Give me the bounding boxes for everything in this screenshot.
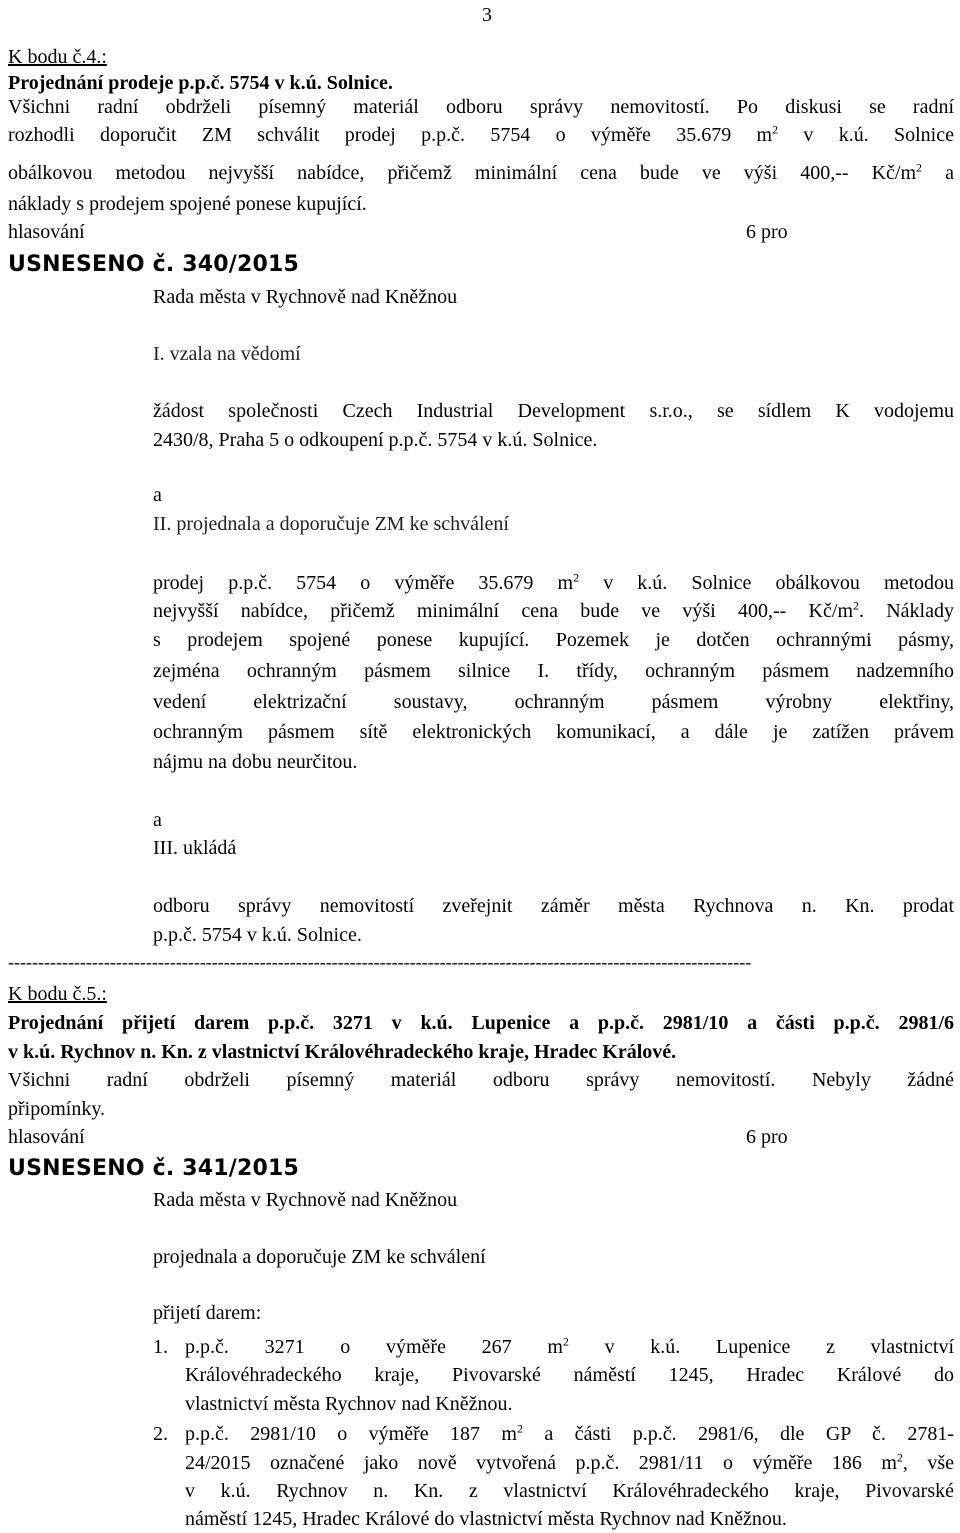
- item5-resolution-number: USNESENO č. 341/2015: [8, 1156, 300, 1181]
- item4-part1-title: I. vzala na vědomí: [153, 343, 301, 365]
- item5-title-line-2: v k.ú. Rychnov n. Kn. z vlastnictví Královéhradeckého kraje, Hradec Králové.: [8, 1041, 677, 1063]
- item4-vote-result: 6 pro: [746, 221, 788, 243]
- item4-council: Rada města v Rychnově nad Kněžnou: [153, 286, 458, 308]
- item4-part2-line-2: nejvyšší nabídce, přičemž minimální cena bude ve výši 400,-- $Kč/m^2$. Náklady: [153, 598, 954, 622]
- item5-list-1-number: 1.: [153, 1336, 168, 1358]
- item5-list-2-number: 2.: [153, 1423, 168, 1445]
- item4-part1-line-1: žádost společnosti Czech Industrial Development s.r.o., se sídlem K vodojemu: [153, 400, 954, 422]
- item4-part2-line-1: prodej p.p.č. 5754 o výměře 35.679 $m^2$ v k.ú. Solnice obálkovou metodou: [153, 570, 954, 594]
- item4-part2-line-7: nájmu na dobu neurčitou.: [153, 751, 358, 773]
- item4-intro-line-1: Všichni radní obdrželi písemný materiál odboru správy nemovitostí. Po diskusi se radní: [8, 96, 954, 118]
- item5-list-1-line-1: p.p.č. 3271 o výměře 267 $m^2$ v k.ú. Lupenice z vlastnictví: [185, 1334, 955, 1358]
- item4-intro-line-3: obálkovou metodou nejvyšší nabídce, přičemž minimální cena bude ve výši 400,-- $Kč/m^2$ a: [8, 160, 954, 184]
- item4-vote-label: hlasování: [8, 221, 85, 243]
- item5-vote-result: 6 pro: [746, 1126, 788, 1148]
- item4-part3-title: III. ukládá: [153, 837, 237, 859]
- item5-vote-label: hlasování: [8, 1126, 85, 1148]
- item4-part2-line-6: ochranným pásmem sítě elektronických komunikací, a dále je zatížen právem: [153, 721, 954, 743]
- item5-list-1-line-3: vlastnictví města Rychnov nad Kněžnou.: [185, 1393, 513, 1415]
- item4-heading: K bodu č.4.:: [8, 46, 107, 68]
- item5-list-2-line-2: 24/2015 označené jako nově vytvořená p.p.č. 2981/11 o výměře 186 $m^2$, vše: [185, 1450, 954, 1474]
- item4-part2-line-5: vedení elektrizační soustavy, ochranným pásmem výrobny elektřiny,: [153, 691, 954, 713]
- item4-part2-line-3: s prodejem spojené ponese kupující. Pozemek je dotčen ochrannými pásmy,: [153, 629, 954, 651]
- item4-conjunction-1: a: [153, 484, 162, 506]
- item4-resolution-number: USNESENO č. 340/2015: [8, 252, 300, 277]
- item5-heading: K bodu č.5.:: [8, 983, 107, 1005]
- item4-title: Projednání prodeje p.p.č. 5754 v k.ú. Solnice.: [8, 72, 393, 94]
- item4-conjunction-2: a: [153, 809, 162, 831]
- item5-intro-line-2: připomínky.: [8, 1098, 106, 1120]
- item4-intro-line-2: rozhodli doporučit ZM schválit prodej p.p.č. 5754 o výměře 35.679 $m^2$ v k.ú. Solnice: [8, 122, 954, 146]
- item4-part3-line-1: odboru správy nemovitostí zveřejnit záměr města Rychnova n. Kn. prodat: [153, 895, 954, 917]
- item5-decision: projednala a doporučuje ZM ke schválení: [153, 1246, 486, 1268]
- page-number: 3: [482, 4, 492, 26]
- item5-list-2-line-3: v k.ú. Rychnov n. Kn. z vlastnictví Královéhradeckého kraje, Pivovarské: [185, 1480, 954, 1502]
- item5-list-1-line-2: Královéhradeckého kraje, Pivovarské náměstí 1245, Hradec Králové do: [185, 1364, 954, 1386]
- item5-list-2-line-1: p.p.č. 2981/10 o výměře 187 $m^2$ a části p.p.č. 2981/6, dle GP č. 2781-: [185, 1421, 954, 1445]
- section-separator: ----------------------------------------------------------------------------------------------------------------------------: [8, 952, 752, 972]
- item5-intro-line-1: Všichni radní obdrželi písemný materiál odboru správy nemovitostí. Nebyly žádné: [8, 1069, 954, 1091]
- item5-subhead: přijetí darem:: [153, 1302, 262, 1324]
- item5-title-line-1: Projednání přijetí darem p.p.č. 3271 v k.ú. Lupenice a p.p.č. 2981/10 a části p.p.č. 2981/6: [8, 1012, 954, 1034]
- item4-part2-line-4: zejména ochranným pásmem silnice I. třídy, ochranným pásmem nadzemního: [153, 660, 954, 682]
- item4-part2-title: II. projednala a doporučuje ZM ke schválení: [153, 513, 509, 535]
- item5-council: Rada města v Rychnově nad Kněžnou: [153, 1189, 458, 1211]
- item4-part3-line-2: p.p.č. 5754 v k.ú. Solnice.: [153, 924, 362, 946]
- item5-list-2-line-4: náměstí 1245, Hradec Králové do vlastnictví města Rychnov nad Kněžnou.: [185, 1508, 787, 1530]
- item4-intro-line-4: náklady s prodejem spojené ponese kupující.: [8, 193, 367, 215]
- item4-part1-line-2: 2430/8, Praha 5 o odkoupení p.p.č. 5754 v k.ú. Solnice.: [153, 429, 598, 451]
